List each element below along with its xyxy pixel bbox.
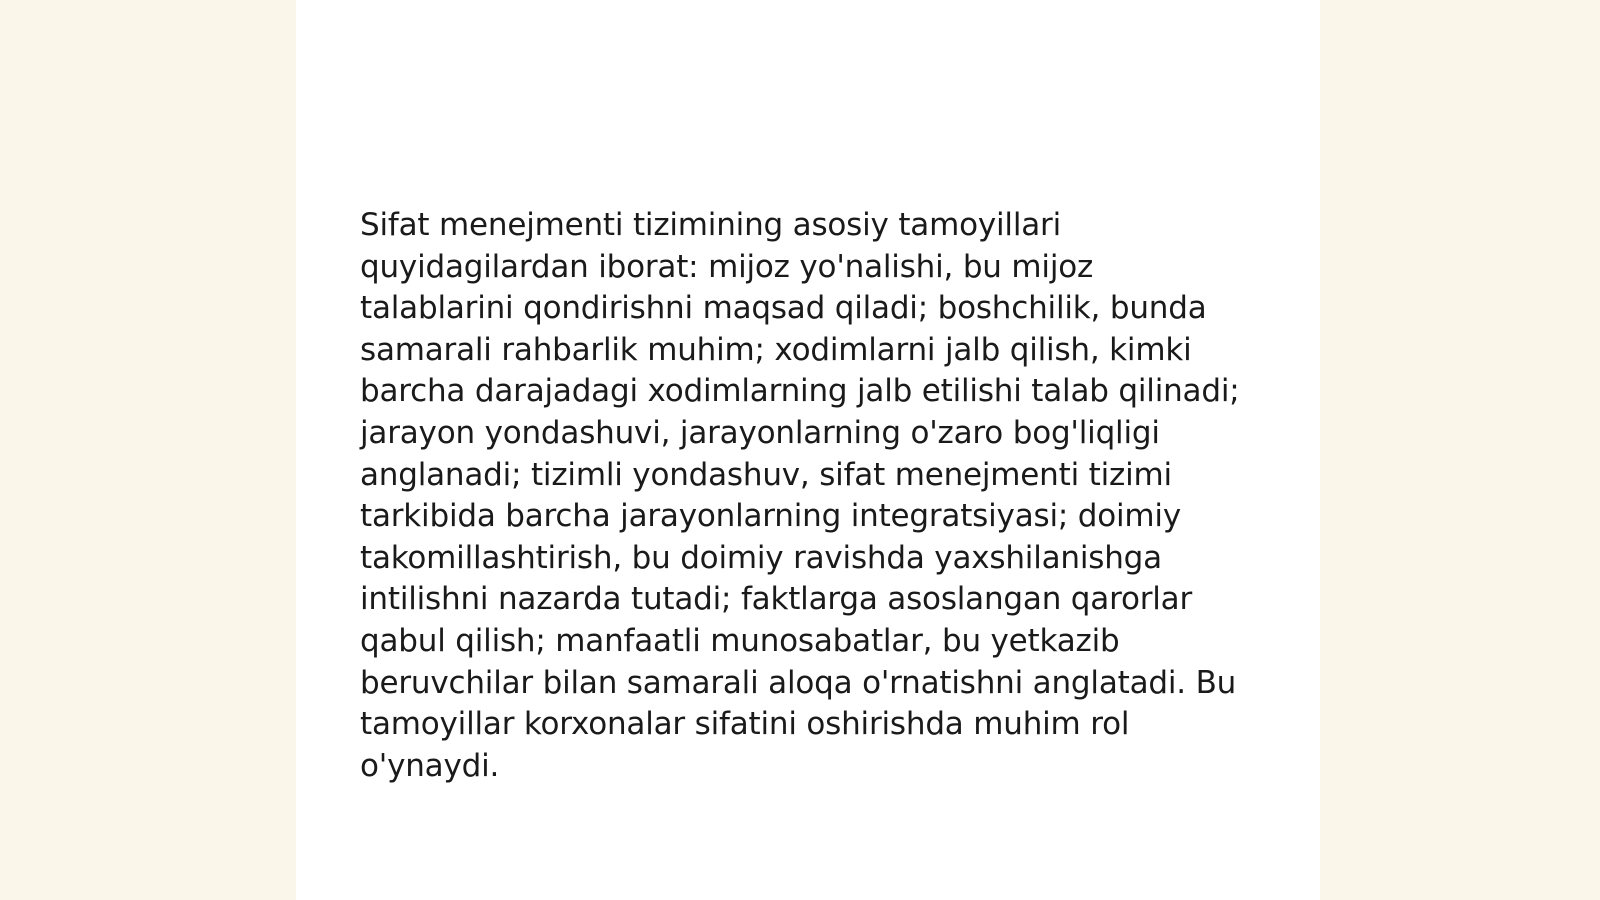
body-paragraph: Sifat menejmenti tizimining asosiy tamoyillari quyidagilardan iborat: mijoz yo'nalishi, bu mijoz talablarini qondirishni maqsad qiladi; boshchilik, bunda samarali rahbarlik muhim; xodimlarni jalb qilish, kimki barcha darajadagi xodimlarning jalb etilishi talab qilinadi; jarayon yondashuvi, jarayonlarning o'zaro bog'liqligi anglanadi; tizimli yondashuv, sifat menejmenti tizimi tarkibida barcha jarayonlarning integratsiyasi; doimiy takomillashtirish, bu doimiy ravishda yaxshilanishga intilishni nazarda tutadi; faktlarga asoslangan qarorlar qabul qilish; manfaatli munosabatlar, bu yetkazib beruvchilar bilan samarali aloqa o'rnatishni anglatadi. Bu tamoyillar korxonalar sifatini oshirishda muhim rol o'ynaydi.: [360, 207, 1240, 784]
document-page: [296, 0, 1320, 900]
